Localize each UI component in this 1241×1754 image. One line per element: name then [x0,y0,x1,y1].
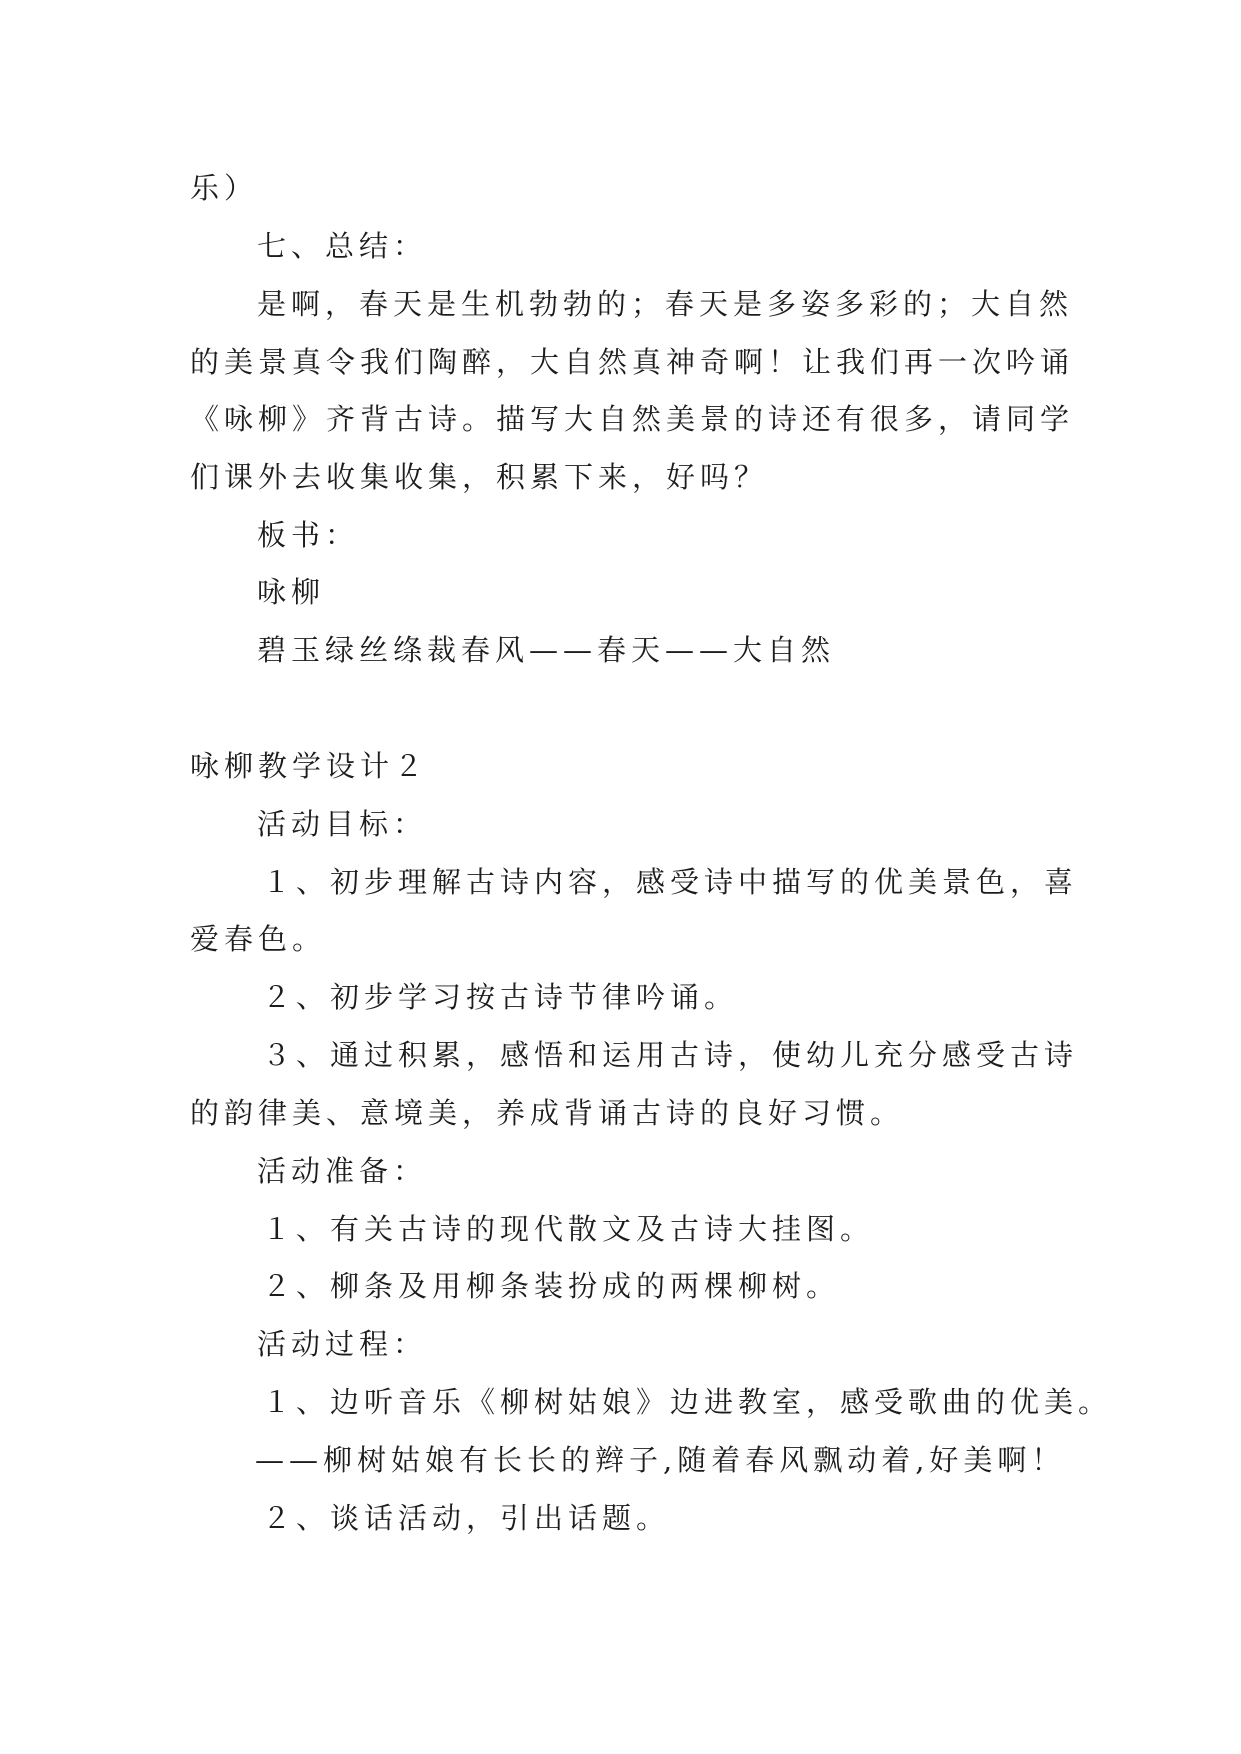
paragraph-line: 《咏柳》齐背古诗。描写大自然美景的诗还有很多，请同学 [190,402,1075,436]
section-heading-summary: 七、总结： [257,229,428,263]
list-item: １、有关古诗的现代散文及古诗大挂图。 [262,1212,875,1246]
paragraph-line: 的美景真令我们陶醉，大自然真神奇啊！让我们再一次吟诵 [190,345,1075,379]
board-content: 碧玉绿丝绦裁春风——春天——大自然 [257,633,836,667]
paragraph-line: 乐） [190,171,259,205]
list-item: １、边听音乐《柳树姑娘》边进教室，感受歌曲的优美。 [262,1385,1113,1419]
section-heading-preparation: 活动准备： [257,1154,428,1188]
section-heading-process: 活动过程： [257,1327,428,1361]
list-item: ３、通过积累，感悟和运用古诗，使幼儿充分感受古诗 [262,1038,1079,1072]
list-item: ２、谈话活动，引出话题。 [262,1501,671,1535]
document-title: 咏柳教学设计２ [190,749,429,783]
paragraph-line: 们课外去收集收集，积累下来，好吗？ [190,460,769,494]
section-heading-goals: 活动目标： [257,807,428,841]
list-item: ２、柳条及用柳条装扮成的两棵柳树。 [262,1269,841,1303]
board-title: 咏柳 [257,575,326,609]
list-item: ２、初步学习按古诗节律吟诵。 [262,980,739,1014]
paragraph-line: 爱春色。 [190,922,327,956]
paragraph-line: 的韵律美、意境美，养成背诵古诗的良好习惯。 [190,1096,905,1130]
paragraph-line: ——柳树姑娘有长长的辫子,随着春风飘动着,好美啊！ [255,1443,1066,1477]
list-item: １、初步理解古诗内容，感受诗中描写的优美景色，喜 [262,865,1079,899]
paragraph-line: 是啊，春天是生机勃勃的；春天是多姿多彩的；大自然 [257,287,1074,321]
board-label: 板书： [257,518,360,552]
